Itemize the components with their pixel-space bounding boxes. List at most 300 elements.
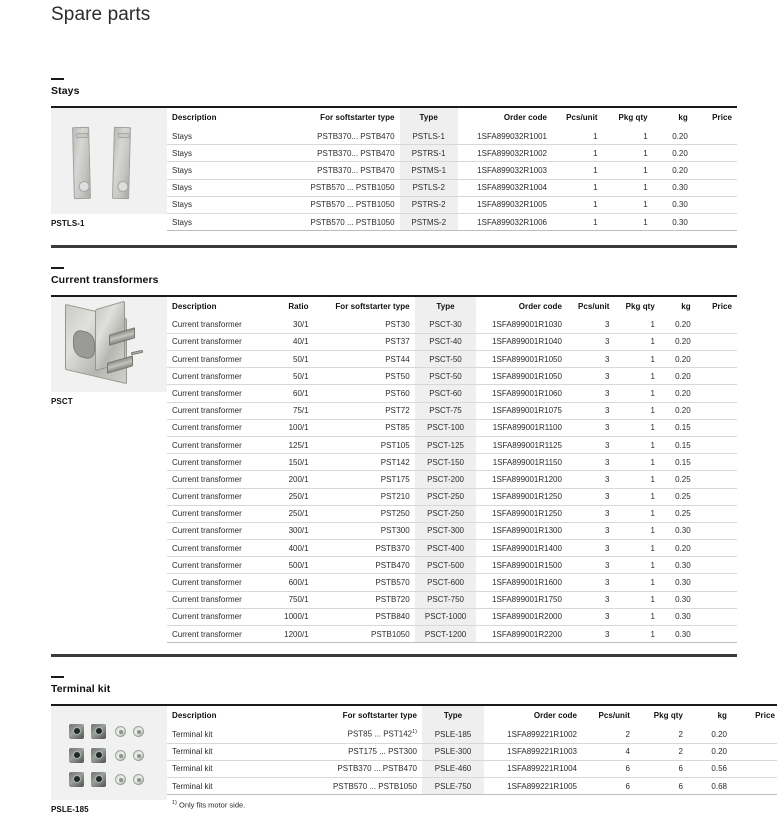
table-row [167,419,737,436]
section-header-stays [51,78,737,97]
cell-price [696,402,737,419]
cell-description: Current transformer [167,351,268,368]
stays-table [167,106,737,231]
footnote-marker: 1) [412,729,417,736]
table-row [167,196,737,213]
cell-pcs-unit: 3 [567,333,615,350]
cell-kg: 0.30 [660,626,696,643]
cell-kg: 0.25 [660,505,696,522]
table-row [167,557,737,574]
col-kg: kg [653,107,693,128]
cell-type: PSCT-300 [415,522,477,539]
cell-order-code: 1SFA899032R1006 [458,213,552,230]
cell-type: PSCT-250 [415,505,477,522]
cell-kg: 0.30 [653,196,693,213]
cell-kg: 0.20 [653,145,693,162]
cell-kg: 0.30 [660,522,696,539]
cell-price [696,591,737,608]
cell-for-type: PST50 [314,368,415,385]
cell-kg: 0.20 [660,317,696,334]
table-row [167,574,737,591]
cell-pkg-qty: 1 [614,540,659,557]
cell-type: PSTMS-1 [400,162,458,179]
table-row [167,454,737,471]
cell-ratio: 125/1 [268,436,313,453]
col-for-softstarter-type: For softstarter type [314,296,415,317]
table-row [167,726,777,743]
cell-pkg-qty: 2 [635,743,688,760]
cell-for-type: PSTB370... PSTB470 [277,128,399,145]
cell-kg: 0.30 [660,608,696,625]
cell-kg: 0.20 [660,351,696,368]
cell-description: Current transformer [167,505,268,522]
cell-kg: 0.20 [660,540,696,557]
cell-pkg-qty: 1 [614,505,659,522]
cell-kg: 0.20 [660,333,696,350]
col-type: Type [415,296,477,317]
cell-pcs-unit: 3 [567,471,615,488]
cell-pkg-qty: 1 [603,162,653,179]
cell-ratio: 400/1 [268,540,313,557]
cell-type: PSLE-300 [422,743,484,760]
cell-price [696,351,737,368]
cell-ratio: 30/1 [268,317,313,334]
cell-pcs-unit: 3 [567,626,615,643]
table-row [167,162,737,179]
section-divider-current-transformers [51,654,737,657]
stays-bracket-image [51,106,167,214]
cell-pcs-unit: 2 [582,726,635,743]
cell-price [696,626,737,643]
cell-pcs-unit: 1 [552,162,603,179]
cell-ratio: 100/1 [268,419,313,436]
cell-ratio: 50/1 [268,368,313,385]
cell-description: Stays [167,213,277,230]
table-row [167,317,737,334]
cell-pcs-unit: 3 [567,351,615,368]
cell-pkg-qty: 1 [614,471,659,488]
cell-pcs-unit: 6 [582,760,635,777]
cell-type: PSCT-600 [415,574,477,591]
cell-kg: 0.20 [660,385,696,402]
table-row [167,145,737,162]
cell-order-code: 1SFA899001R1050 [476,351,567,368]
cell-price [696,419,737,436]
cell-type: PSCT-750 [415,591,477,608]
cell-price [696,505,737,522]
col-pkg-qty: Pkg qty [635,705,688,726]
current-transformers-block [51,295,737,644]
cell-price [693,128,737,145]
section-current-transformers [40,267,737,644]
cell-description: Stays [167,179,277,196]
section-header-terminal-kit [51,676,737,695]
cell-description: Current transformer [167,574,268,591]
cell-price [732,726,777,743]
current-transformer-figure [51,295,167,406]
page-title: Spare parts [51,4,151,25]
cell-price [696,385,737,402]
cell-order-code: 1SFA899032R1004 [458,179,552,196]
cell-for-type: PST175 ... PST300 [292,743,422,760]
cell-pkg-qty: 1 [614,626,659,643]
cell-price [696,522,737,539]
stays-figure [51,106,167,228]
cell-type: PSCT-150 [415,454,477,471]
cell-pcs-unit: 4 [582,743,635,760]
cell-order-code: 1SFA899001R1400 [476,540,567,557]
col-price: Price [696,296,737,317]
stays-table-body [167,128,737,231]
cell-ratio: 75/1 [268,402,313,419]
cell-description: Stays [167,196,277,213]
cell-pcs-unit: 1 [552,196,603,213]
cell-pkg-qty: 2 [635,726,688,743]
cell-description: Current transformer [167,368,268,385]
col-for-softstarter-type: For softstarter type [292,705,422,726]
cell-type: PSCT-200 [415,471,477,488]
cell-for-type: PST37 [314,333,415,350]
cell-price [696,454,737,471]
cell-price [693,145,737,162]
table-row [167,522,737,539]
cell-description: Stays [167,128,277,145]
col-price: Price [732,705,777,726]
cell-type: PSCT-50 [415,351,477,368]
table-row [167,368,737,385]
cell-pkg-qty: 1 [614,385,659,402]
table-row [167,488,737,505]
table-row [167,540,737,557]
table-row [167,743,777,760]
cell-kg: 0.20 [653,162,693,179]
cell-description: Current transformer [167,522,268,539]
cell-kg: 0.30 [653,179,693,196]
col-ratio: Ratio [268,296,313,317]
cell-for-type: PST210 [314,488,415,505]
cell-description: Terminal kit [167,777,292,794]
cell-for-type: PSTB840 [314,608,415,625]
cell-ratio: 40/1 [268,333,313,350]
cell-type: PSCT-40 [415,333,477,350]
cell-pkg-qty: 1 [614,317,659,334]
cell-description: Terminal kit [167,743,292,760]
cell-order-code: 1SFA899221R1002 [484,726,582,743]
cell-pcs-unit: 1 [552,145,603,162]
cell-kg: 0.15 [660,454,696,471]
col-pcs-unit: Pcs/unit [552,107,603,128]
cell-type: PSTLS-1 [400,128,458,145]
cell-for-type: PST175 [314,471,415,488]
cell-pkg-qty: 1 [614,436,659,453]
section-stays [40,78,737,231]
cell-pkg-qty: 1 [614,402,659,419]
cell-kg: 0.68 [688,777,732,794]
cell-order-code: 1SFA899001R1050 [476,368,567,385]
cell-pkg-qty: 1 [614,351,659,368]
cell-order-code: 1SFA899001R1500 [476,557,567,574]
cell-pcs-unit: 3 [567,557,615,574]
cell-description: Current transformer [167,591,268,608]
cell-ratio: 600/1 [268,574,313,591]
cell-kg: 0.20 [688,743,732,760]
cell-kg: 0.25 [660,488,696,505]
cell-for-type: PSTB570 ... PSTB1050 [277,213,399,230]
cell-type: PSTLS-2 [400,179,458,196]
terminal-kit-block [51,704,775,814]
cell-order-code: 1SFA899001R1300 [476,522,567,539]
col-price: Price [693,107,737,128]
stays-header-row [167,107,737,128]
cell-price [696,540,737,557]
table-row [167,471,737,488]
cell-pkg-qty: 1 [614,454,659,471]
cell-type: PSCT-50 [415,368,477,385]
cell-for-type-text: PST85 ... PST142 [347,729,413,739]
table-row [167,777,777,794]
cell-for-type: PSTB570 ... PSTB1050 [292,777,422,794]
cell-description: Current transformer [167,419,268,436]
cell-pkg-qty: 1 [603,179,653,196]
cell-price [696,471,737,488]
cell-pkg-qty: 1 [603,145,653,162]
cell-for-type: PST250 [314,505,415,522]
terminal-kit-table [167,704,777,795]
cell-order-code: 1SFA899001R1600 [476,574,567,591]
cell-kg: 0.15 [660,436,696,453]
col-kg: kg [660,296,696,317]
col-pcs-unit: Pcs/unit [582,705,635,726]
cell-pkg-qty: 1 [603,196,653,213]
cell-pcs-unit: 3 [567,385,615,402]
col-order-code: Order code [458,107,552,128]
stays-block [51,106,737,231]
cell-description: Stays [167,162,277,179]
cell-order-code: 1SFA899001R1250 [476,488,567,505]
col-type: Type [400,107,458,128]
cell-pcs-unit: 1 [552,128,603,145]
cell-pkg-qty: 1 [614,333,659,350]
cell-ratio: 1200/1 [268,626,313,643]
cell-pcs-unit: 3 [567,402,615,419]
cell-price [696,574,737,591]
cell-for-type: PSTB370... PSTB470 [277,145,399,162]
cell-kg: 0.30 [660,557,696,574]
cell-for-type: PST300 [314,522,415,539]
cell-kg: 0.20 [688,726,732,743]
cell-description: Current transformer [167,385,268,402]
cell-pkg-qty: 6 [635,777,688,794]
terminal-kit-image [51,704,167,800]
current-transformers-table [167,295,737,644]
section-title-current-transformers: Current transformers [51,273,159,286]
cell-price [696,436,737,453]
cell-pkg-qty: 6 [635,760,688,777]
col-description: Description [167,107,277,128]
cell-order-code: 1SFA899001R1030 [476,317,567,334]
cell-order-code: 1SFA899001R1125 [476,436,567,453]
current-transformer-image [51,295,167,392]
col-order-code: Order code [484,705,582,726]
table-row [167,333,737,350]
cell-description: Current transformer [167,436,268,453]
cell-description: Terminal kit [167,760,292,777]
cell-kg: 0.20 [660,368,696,385]
cell-type: PSLE-750 [422,777,484,794]
cell-description: Current transformer [167,557,268,574]
table-row [167,760,777,777]
cell-for-type: PST72 [314,402,415,419]
cell-description: Current transformer [167,540,268,557]
cell-order-code: 1SFA899001R2200 [476,626,567,643]
table-row [167,402,737,419]
cell-type: PSCT-500 [415,557,477,574]
table-row [167,179,737,196]
cell-pcs-unit: 3 [567,436,615,453]
cell-order-code: 1SFA899001R1100 [476,419,567,436]
cell-pcs-unit: 3 [567,454,615,471]
cell-order-code: 1SFA899221R1005 [484,777,582,794]
cell-type: PSTRS-1 [400,145,458,162]
cell-order-code: 1SFA899001R1075 [476,402,567,419]
table-footnote [167,795,777,810]
cell-ratio: 250/1 [268,505,313,522]
col-pcs-unit: Pcs/unit [567,296,615,317]
cell-pkg-qty: 1 [614,419,659,436]
cell-type: PSCT-125 [415,436,477,453]
cell-for-type: PSTB1050 [314,626,415,643]
cell-description: Current transformer [167,488,268,505]
cell-description: Current transformer [167,471,268,488]
col-kg: kg [688,705,732,726]
cell-order-code: 1SFA899032R1002 [458,145,552,162]
cell-pcs-unit: 3 [567,574,615,591]
cell-price [693,179,737,196]
cell-order-code: 1SFA899001R1150 [476,454,567,471]
cell-pcs-unit: 6 [582,777,635,794]
cell-ratio: 750/1 [268,591,313,608]
cell-order-code: 1SFA899221R1003 [484,743,582,760]
footnote-text: Only fits motor side. [178,800,246,810]
cell-pkg-qty: 1 [614,574,659,591]
cell-order-code: 1SFA899001R1200 [476,471,567,488]
section-divider-stays [51,245,737,248]
current-transformers-header-row [167,296,737,317]
cell-description: Current transformer [167,402,268,419]
terminal-kit-figure [51,704,167,814]
table-row [167,213,737,230]
cell-kg: 0.20 [660,402,696,419]
cell-type: PSTMS-2 [400,213,458,230]
cell-for-type: PST105 [314,436,415,453]
cell-order-code: 1SFA899221R1004 [484,760,582,777]
cell-type: PSLE-185 [422,726,484,743]
cell-description: Current transformer [167,626,268,643]
section-header-current-transformers [51,267,737,286]
cell-price [696,317,737,334]
cell-price [693,162,737,179]
cell-kg: 0.30 [653,213,693,230]
cell-order-code: 1SFA899001R1250 [476,505,567,522]
col-description: Description [167,296,268,317]
section-terminal-kit [40,676,775,814]
cell-kg: 0.15 [660,419,696,436]
cell-type: PSCT-400 [415,540,477,557]
section-title-terminal-kit: Terminal kit [51,682,111,695]
cell-ratio: 50/1 [268,351,313,368]
cell-order-code: 1SFA899032R1001 [458,128,552,145]
col-order-code: Order code [476,296,567,317]
cell-kg: 0.30 [660,574,696,591]
cell-description: Terminal kit [167,726,292,743]
cell-description: Current transformer [167,333,268,350]
cell-kg: 0.20 [653,128,693,145]
cell-type: PSCT-60 [415,385,477,402]
cell-pcs-unit: 3 [567,505,615,522]
cell-for-type: PSTB570 ... PSTB1050 [277,196,399,213]
cell-pkg-qty: 1 [603,213,653,230]
table-row [167,505,737,522]
cell-ratio: 150/1 [268,454,313,471]
col-for-softstarter-type: For softstarter type [277,107,399,128]
cell-kg: 0.56 [688,760,732,777]
table-row [167,385,737,402]
cell-ratio: 60/1 [268,385,313,402]
col-pkg-qty: Pkg qty [603,107,653,128]
cell-pcs-unit: 3 [567,540,615,557]
cell-price [693,213,737,230]
cell-pcs-unit: 1 [552,179,603,196]
current-transformer-image-caption: PSCT [51,396,73,406]
cell-pkg-qty: 1 [614,368,659,385]
cell-for-type: PSTB720 [314,591,415,608]
cell-kg: 0.30 [660,591,696,608]
cell-pkg-qty: 1 [614,608,659,625]
cell-ratio: 300/1 [268,522,313,539]
section-dash-icon [51,267,64,269]
cell-price [732,743,777,760]
table-row [167,436,737,453]
cell-description: Stays [167,145,277,162]
col-pkg-qty: Pkg qty [614,296,659,317]
cell-order-code: 1SFA899001R1040 [476,333,567,350]
cell-description: Current transformer [167,454,268,471]
table-row [167,351,737,368]
cell-pcs-unit: 3 [567,488,615,505]
cell-order-code: 1SFA899001R1750 [476,591,567,608]
current-transformers-table-body [167,317,737,643]
cell-for-type: PST142 [314,454,415,471]
footnote-marker: 1) [172,800,177,807]
col-type: Type [422,705,484,726]
cell-pcs-unit: 3 [567,591,615,608]
cell-pkg-qty: 1 [614,591,659,608]
cell-order-code: 1SFA899001R2000 [476,608,567,625]
table-row [167,608,737,625]
cell-pcs-unit: 3 [567,419,615,436]
cell-pcs-unit: 3 [567,608,615,625]
cell-for-type [292,726,422,743]
cell-for-type: PSTB370... PSTB470 [277,162,399,179]
cell-price [732,777,777,794]
cell-price [696,333,737,350]
cell-type: PSTRS-2 [400,196,458,213]
cell-type: PSCT-1000 [415,608,477,625]
cell-pcs-unit: 3 [567,368,615,385]
cell-pcs-unit: 1 [552,213,603,230]
section-dash-icon [51,676,64,678]
cell-description: Current transformer [167,608,268,625]
